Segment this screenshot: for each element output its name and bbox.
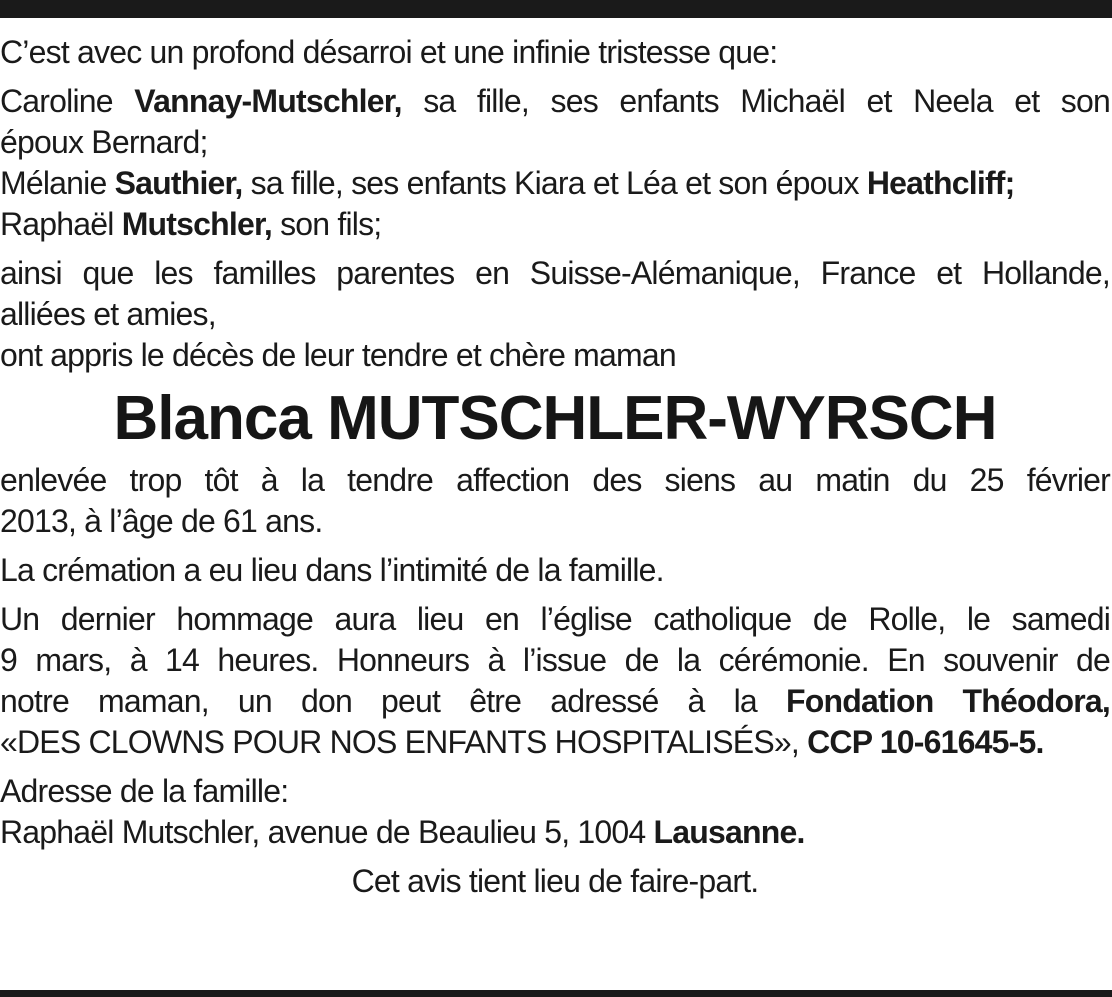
cremation-line: La crémation a eu lieu dans l’intimité de la famille.	[0, 552, 664, 588]
tribute-line-3-text: notre maman, un don peut être adressé à la	[0, 683, 787, 719]
family-line-1-firstname: Caroline	[0, 83, 135, 119]
tribute-block	[0, 599, 1110, 763]
family-line-3	[0, 163, 1110, 204]
tribute-line-2: 9 mars, à 14 heures. Honneurs à l’issue de la cérémonie. En souvenir de	[0, 642, 1110, 678]
family-line-4-firstname: Raphaël	[0, 206, 122, 242]
family-line-1-surname: Vannay-Mutschler,	[134, 83, 402, 119]
relatives-line-2: alliées et amies,	[0, 296, 216, 332]
tribute-line-3	[0, 681, 1110, 722]
obituary-notice	[0, 32, 1110, 902]
bottom-rule	[0, 990, 1112, 997]
relatives-line-3: ont appris le décès de leur tendre et chère maman	[0, 337, 676, 373]
family-line-4-text: son fils;	[271, 206, 382, 242]
address-street: Raphaël Mutschler, avenue de Beaulieu 5, 1004	[0, 814, 654, 850]
deceased-name: Blanca MUTSCHLER-WYRSCH	[113, 384, 997, 453]
family-line-3-spouse-name: Heathcliff;	[866, 165, 1015, 201]
family-block	[0, 81, 1110, 245]
address-block	[0, 771, 1110, 853]
family-line-2: époux Bernard;	[0, 124, 208, 160]
family-line-3-surname: Sauthier,	[114, 165, 243, 201]
family-line-4-surname: Mutschler,	[121, 206, 272, 242]
family-line-3-text: sa fille, ses enfants Kiara et Léa et son époux	[242, 165, 867, 201]
top-rule	[0, 0, 1112, 18]
relatives-line-1: ainsi que les familles parentes en Suisse-Alémanique, France et Hollande,	[0, 255, 1110, 291]
address-label: Adresse de la famille:	[0, 773, 289, 809]
passing-block	[0, 460, 1110, 542]
closing-line: Cet avis tient lieu de faire-part.	[351, 863, 759, 899]
relatives-block	[0, 253, 1110, 376]
family-line-1-text: sa fille, ses enfants Michaël et Neela et son	[401, 83, 1110, 119]
passing-line-2: 2013, à l’âge de 61 ans.	[0, 503, 323, 539]
address-city: Lausanne.	[653, 814, 805, 850]
family-line-4	[0, 204, 1110, 245]
address-line	[0, 812, 1110, 853]
postal-account: CCP 10-61645-5.	[807, 724, 1044, 760]
foundation-slogan: «DES CLOWNS POUR NOS ENFANTS HOSPITALISÉS»,	[0, 724, 808, 760]
foundation-name: Fondation Théodora,	[786, 683, 1110, 719]
family-line-3-firstname: Mélanie	[0, 165, 115, 201]
opening-line: C’est avec un profond désarroi et une infinie tristesse que:	[0, 34, 778, 70]
tribute-line-1: Un dernier hommage aura lieu en l’église catholique de Rolle, le samedi	[0, 601, 1110, 637]
tribute-line-4	[0, 722, 1110, 763]
passing-line-1: enlevée trop tôt à la tendre affection des siens au matin du 25 février	[0, 462, 1110, 498]
family-line-1	[0, 81, 1110, 122]
